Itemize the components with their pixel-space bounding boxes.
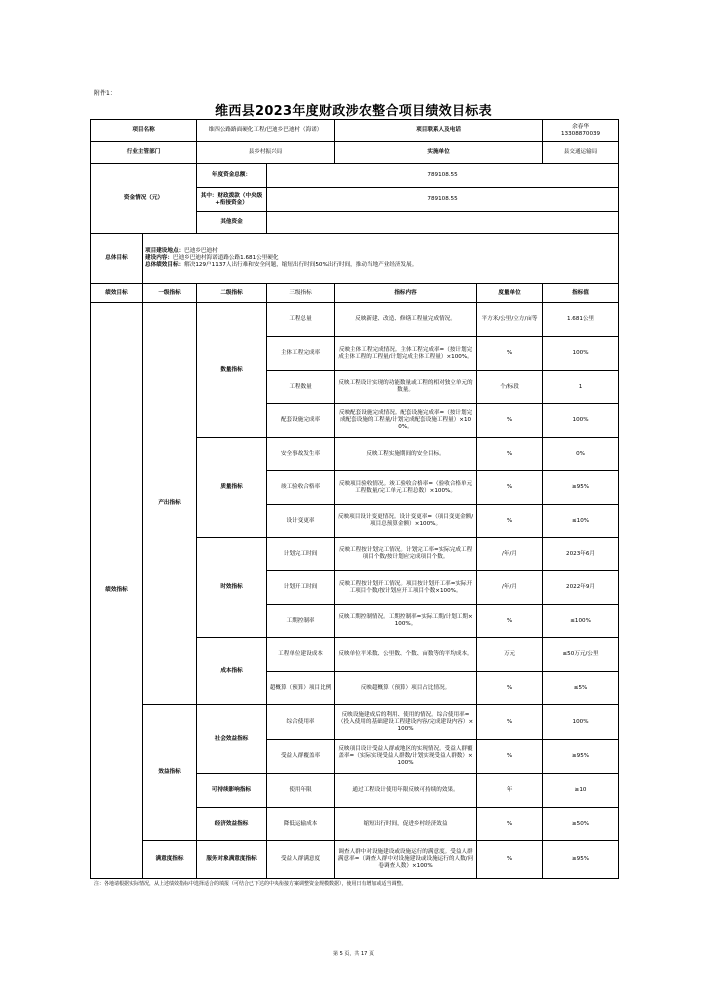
- label-implementer: 实施单位: [335, 142, 543, 164]
- unit-cell: %: [477, 605, 543, 638]
- unit-cell: 个/标段: [477, 371, 543, 404]
- level3-cell: 受益人群覆盖率: [267, 740, 335, 774]
- footnote: 注：各地请根据实际情况，从上述绩效指标中选择适合的填报（可结合已下达的中央衔接方案调整资金规模数据），使用日有增加或适当调整。: [94, 881, 407, 887]
- header-content: 指标内容: [335, 284, 477, 303]
- unit-cell: %: [477, 337, 543, 371]
- level3-cell: 工期控制率: [267, 605, 335, 638]
- level2-service: 服务对象满意度指标: [197, 841, 267, 879]
- level3-cell: 工程总量: [267, 303, 335, 337]
- level3-cell: 设计变更率: [267, 505, 335, 538]
- unit-cell: %: [477, 841, 543, 879]
- level2-timeliness: 时效指标: [197, 538, 267, 638]
- value-cell: 100%: [543, 705, 619, 740]
- unit-cell: /年/月: [477, 571, 543, 605]
- content-cell: 通过工程设计使用年限反映可持续的效果。: [335, 774, 477, 808]
- goal-content-line: [145, 255, 616, 262]
- value-cell: ≤100%: [543, 605, 619, 638]
- label-of-which: 其中：财政拨款（中央级+衔接资金）: [197, 188, 267, 212]
- value-cell: ≤50万元/公里: [543, 638, 619, 672]
- row-overall-goal: [91, 234, 619, 284]
- label-overall-goal: 总体目标: [91, 234, 143, 284]
- indicator-row: [91, 705, 619, 740]
- value-cell: 1.681公里: [543, 303, 619, 337]
- unit-cell: 年: [477, 774, 543, 808]
- value-cell: ≥50%: [543, 808, 619, 841]
- level3-cell: 计划开工时间: [267, 571, 335, 605]
- unit-cell: %: [477, 471, 543, 505]
- performance-table: [90, 119, 619, 879]
- content-cell: 反映工程按计划完工情况。计划完工率=实际完成工程项目个数/按计划应完成项目个数。: [335, 538, 477, 571]
- row-indicator-header: [91, 284, 619, 303]
- label-contact: 项目联系人及电话: [335, 120, 543, 142]
- value-cell: ≥10: [543, 774, 619, 808]
- level2-quantity: 数量指标: [197, 303, 267, 438]
- unit-cell: %: [477, 404, 543, 438]
- unit-cell: %: [477, 740, 543, 774]
- content-cell: 反映主体工程完成情况。主体工程完成率=（按计划完成主体工程的工程量/计划完成主体工程量）×100%。: [335, 337, 477, 371]
- unit-cell: 万元: [477, 638, 543, 672]
- content-cell: 反映配套设施完成情况。配套设施完成率=（按计划完成配套设施的工程量/计划完成配套设施工程量）×100%。: [335, 404, 477, 438]
- unit-cell: /年/月: [477, 538, 543, 571]
- fiscal-value: 789108.55: [267, 188, 619, 212]
- label-funding: 资金情况（元）: [91, 164, 197, 234]
- goal-perf-value: 解决129户1137人出行难和安全问题，缩短出行时间50%出行时间，推动当地产业经济发展。: [184, 262, 418, 268]
- value-cell: 1: [543, 371, 619, 404]
- content-cell: 反映工程实施期间的安全目标。: [335, 438, 477, 471]
- level3-cell: 工程单位建设成本: [267, 638, 335, 672]
- value-cell: 100%: [543, 337, 619, 371]
- goal-content-label: 建设内容：: [145, 255, 173, 261]
- other-value: [267, 212, 619, 234]
- label-annual-total: 年度资金总额：: [197, 164, 267, 188]
- level3-cell: 安全事故发生率: [267, 438, 335, 471]
- unit-cell: %: [477, 438, 543, 471]
- level3-cell: 受益人群满意度: [267, 841, 335, 879]
- content-cell: 反映项目设计受益人群或地区的实现情况。受益人群覆盖率=（实际实现受益人群数/计划实现受益人群数）×100%: [335, 740, 477, 774]
- contact-value: [543, 120, 619, 142]
- unit-cell: %: [477, 705, 543, 740]
- level1-satisfaction: 满意度指标: [143, 841, 197, 879]
- value-cell: ≥95%: [543, 841, 619, 879]
- level3-cell: 工程数量: [267, 371, 335, 404]
- level1-output: 产出指标: [143, 303, 197, 705]
- content-cell: 反映单位平米数、公里数、个数、亩数等的平均成本。: [335, 638, 477, 672]
- row-project-name: [91, 120, 619, 142]
- page-number: 第 5 页，共 17 页: [333, 951, 374, 957]
- value-cell: 2022年9月: [543, 571, 619, 605]
- goal-location-label: 项目建设地点：: [145, 248, 185, 254]
- label-perf-goal: 绩效目标: [91, 284, 143, 303]
- content-cell: 缩短出行时间，促进乡村经济效益: [335, 808, 477, 841]
- project-name-value: 维四公路路面硬化工程/巴迪乡巴迪村（海诺）: [197, 120, 335, 142]
- label-other: 其他资金: [197, 212, 267, 234]
- level3-cell: 使用年限: [267, 774, 335, 808]
- label-project-name: 项目名称: [91, 120, 197, 142]
- level3-cell: 主体工程完成率: [267, 337, 335, 371]
- contact-phone: 13308870039: [560, 130, 601, 137]
- implementer-value: 县交通运输局: [543, 142, 619, 164]
- level3-cell: 超概算（预算）项目比例: [267, 672, 335, 705]
- unit-cell: 平方米/公里/立方/亩等: [477, 303, 543, 337]
- annex-label: 附件1：: [94, 90, 116, 97]
- label-perf-indicators: 绩效指标: [91, 303, 143, 879]
- header-level3: 三级指标: [267, 284, 335, 303]
- label-department: 行业主管部门: [91, 142, 197, 164]
- content-cell: 反映工期控制情况。工期控制率=实际工期/计划工期×100%。: [335, 605, 477, 638]
- unit-cell: %: [477, 808, 543, 841]
- row-annual-total: [91, 164, 619, 188]
- level3-cell: 降低运输成本: [267, 808, 335, 841]
- goal-location-value: 巴迪乡巴迪村: [184, 248, 218, 254]
- value-cell: ≤10%: [543, 505, 619, 538]
- header-value: 指标值: [543, 284, 619, 303]
- value-cell: 0%: [543, 438, 619, 471]
- content-cell: 反映项目验收情况。竣工验收合格率=（验收合格单元工程数量/完工单元工程总数）×100%。: [335, 471, 477, 505]
- level3-cell: 竣工验收合格率: [267, 471, 335, 505]
- indicator-row: [91, 303, 619, 337]
- goal-perf-label: 总体绩效目标：: [145, 262, 185, 268]
- content-cell: 反映项目设计变更情况。设计变更率=（项目变更金额/项目总预算金额）×100%。: [335, 505, 477, 538]
- value-cell: 100%: [543, 404, 619, 438]
- unit-cell: %: [477, 672, 543, 705]
- header-unit: 度量单位: [477, 284, 543, 303]
- content-cell: 反映工程设计实现的功能数量或工程的相对独立单元的数量。: [335, 371, 477, 404]
- department-value: 县乡村振兴局: [197, 142, 335, 164]
- level2-sustainable: 可持续影响指标: [197, 774, 267, 808]
- level2-social: 社会效益指标: [197, 705, 267, 774]
- unit-cell: %: [477, 505, 543, 538]
- level2-quality: 质量指标: [197, 438, 267, 538]
- indicator-row: [91, 841, 619, 879]
- page-title: 维西县2023年度财政涉农整合项目绩效目标表: [215, 104, 492, 119]
- value-cell: ≤5%: [543, 672, 619, 705]
- content-cell: 反映工程按计划开工情况。项目按计划开工率=实际开工项目个数/按计划应开工项目个数×100%。: [335, 571, 477, 605]
- value-cell: ≥95%: [543, 740, 619, 774]
- header-level2: 二级指标: [197, 284, 267, 303]
- row-department: [91, 142, 619, 164]
- goal-content-value: 巴迪乡巴迪村海诺道路公路1.681公里硬化: [172, 255, 279, 261]
- overall-goal-content: [143, 234, 619, 284]
- level2-cost: 成本指标: [197, 638, 267, 705]
- level1-benefit: 效益指标: [143, 705, 197, 841]
- level3-cell: 计划完工时间: [267, 538, 335, 571]
- level3-cell: 综合使用率: [267, 705, 335, 740]
- value-cell: 2023年6月: [543, 538, 619, 571]
- content-cell: 反映超概算（预算）项目占比情况。: [335, 672, 477, 705]
- level2-economic: 经济效益指标: [197, 808, 267, 841]
- content-cell: 反映新建、改造、修缮工程量完成情况。: [335, 303, 477, 337]
- contact-name: 余春华: [572, 123, 589, 130]
- content-cell: 调查人群中对设施建设或设施运行的满意度。受益人群满意率=（调查人群中对设施建设或设施运行的人数/问卷调查人数）×100%: [335, 841, 477, 879]
- value-cell: ≥95%: [543, 471, 619, 505]
- goal-perf-line: [145, 262, 616, 269]
- content-cell: 反映设施建成后的利用、使用的情况。综合使用率=（投入使用的基础建设工程建设内容/完成建设内容）×100%: [335, 705, 477, 740]
- level3-cell: 配套设施完成率: [267, 404, 335, 438]
- goal-location-line: [145, 248, 616, 255]
- annual-total-value: 789108.55: [267, 164, 619, 188]
- header-level1: 一级指标: [143, 284, 197, 303]
